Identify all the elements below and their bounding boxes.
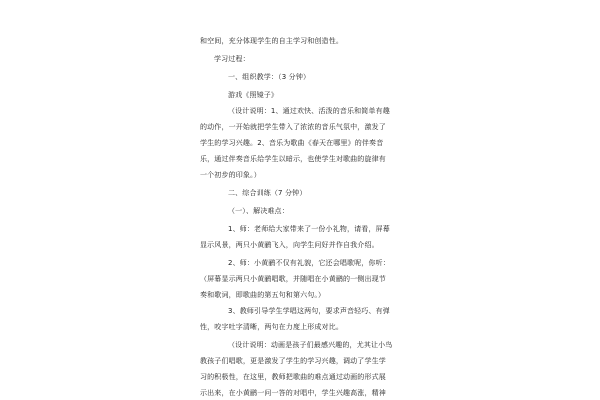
text-line: 2、师：小黄鹂不仅有礼貌，它还会唱歌呢，你听： (228, 259, 390, 267)
text-line: 性，咬字吐字清晰，两句在力度上形成对比。 (200, 323, 343, 331)
text-line: 一个初步的印象。） (200, 171, 261, 179)
text-line: （设计说明：动画是孩子们最感兴趣的，尤其让小鸟 (228, 341, 393, 349)
text-line: 乐，通过伴奏音乐给学生以暗示，也使学生对歌曲的旋律有 (200, 155, 386, 163)
text-line: 示出来，在小黄鹂一问一答的对唱中，学生兴趣高涨，精神 (200, 389, 386, 397)
text-line: 教孩子们唱歌，更是激发了学生的学习兴趣，调动了学生学 (200, 357, 386, 365)
text-line: 显示风景，两只小黄鹂飞入，向学生问好并作自我介绍。 (200, 241, 379, 249)
text-line: 奏和歌词，即歌曲的第五句和第六句。） (200, 291, 326, 299)
text-line: 习的积极性，在这里，教师把歌曲的难点通过动画的形式展 (200, 373, 386, 381)
text-line: 3、教师引导学生学唱这两句，要求声音轻巧、有弹 (228, 307, 390, 315)
text-line: 1、师：老师给大家带来了一份小礼物，请看，屏幕 (228, 225, 390, 233)
text-line: 二、综合训练（7 分钟） (228, 189, 307, 197)
text-line: （屏幕显示两只小黄鹂唱歌，并随唱在小黄鹂的一侧出现节 (200, 275, 386, 283)
text-line: 学习过程： (214, 55, 250, 63)
text-line: （一）、解决难点： (228, 207, 289, 215)
text-line: （设计说明：1、通过欢快、活泼的音乐和简单有趣 (228, 107, 390, 115)
text-line: 学生的学习兴趣。2、音乐为歌曲《春天在哪里》的伴奏音 (200, 139, 384, 147)
text-line: 游戏《照镜子》 (228, 91, 279, 99)
text-line: 和空间，充分体现学生的自主学习和创造性。 (200, 37, 343, 45)
text-line: 的动作，一开始就把学生带入了浓浓的音乐气氛中，激发了 (200, 123, 386, 131)
text-line: 一、组织教学：（3 分钟） (228, 73, 311, 81)
